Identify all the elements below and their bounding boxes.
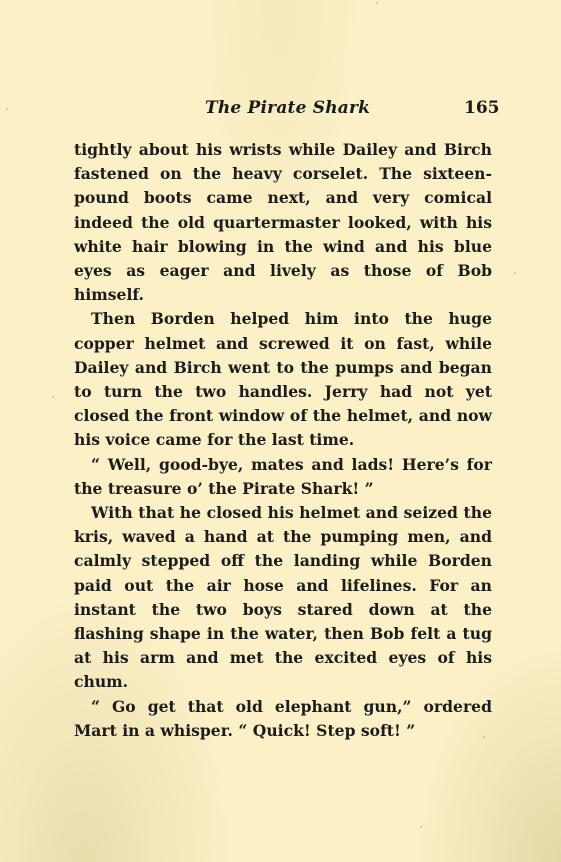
- running-title: The Pirate Shark: [205, 98, 371, 118]
- paragraph-3: “ Well, good-bye, mates and lads! Here’s for the treasure o’ the Pirate Shark! ”: [74, 454, 492, 498]
- paper-speck: [483, 736, 485, 738]
- paragraph-2: Then Borden helped him into the huge copper helmet and screwed it on fast, while Dailey and Birch went to the pumps and began to turn the two handles. Jerry had not yet closed the front window of the helmet, and now his voice came for the last time.: [74, 309, 492, 450]
- paragraph-5: “ Go get that old elephant gun,” ordered Mart in a whisper. “ Quick! Step soft! ”: [74, 696, 492, 740]
- running-head: [0, 98, 561, 124]
- paragraph-1: tightly about his wrists while Dailey and Birch fastened on the heavy corselet. The sixteen-pound boots came next, and very comical indeed the old quartermaster looked, with his white hair blowing in the wind and his blue eyes as eager and lively as those of Bob himself.: [74, 140, 492, 305]
- page-number: 165: [464, 98, 500, 118]
- paper-speck: [514, 272, 516, 274]
- paper-speck: [376, 2, 378, 4]
- body-text: [74, 138, 492, 743]
- paper-speck: [52, 396, 54, 398]
- paper-speck: [6, 108, 8, 110]
- paragraph-4: With that he closed his helmet and seized the kris, waved a hand at the pumping men, and calmly stepped off the landing while Borden paid out the air hose and lifelines. For an instant the two boys stared down at the flashing shape in the water, then Bob felt a tug at his arm and met the excited eyes of his chum.: [74, 503, 492, 692]
- paper-speck: [420, 826, 422, 828]
